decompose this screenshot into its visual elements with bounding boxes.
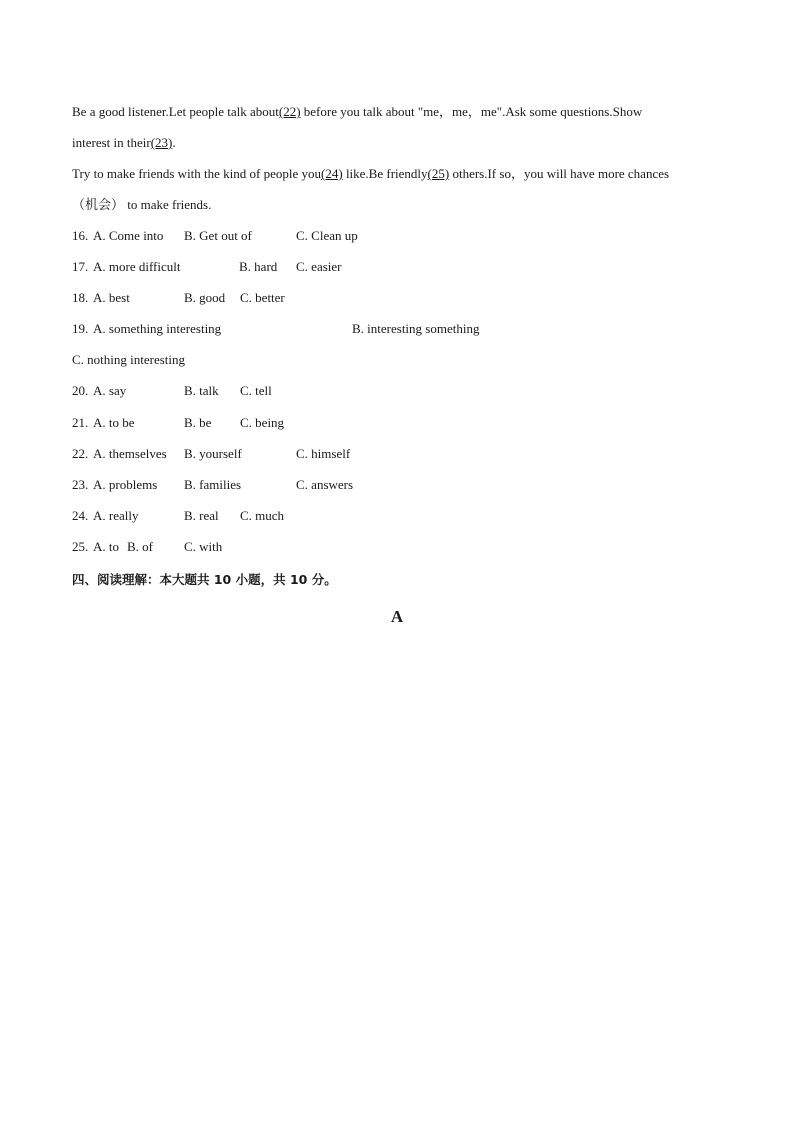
- passage-text: Be a good listener.Let people talk about: [72, 104, 279, 119]
- option-c: C. being: [240, 415, 285, 430]
- question-24: [72, 508, 732, 524]
- question-16: [72, 228, 732, 244]
- option-b: B. good: [184, 290, 226, 305]
- section-heading: 四、阅读理解：本大题共 10 小题，共 10 分。: [72, 572, 337, 587]
- blank-24: (24): [321, 166, 343, 181]
- question-19: [72, 321, 732, 337]
- option-a: A. something interesting: [93, 321, 222, 336]
- question-number: 25.: [72, 539, 89, 554]
- option-c: C. nothing interesting: [72, 352, 186, 367]
- option-a: A. Come into: [93, 228, 164, 243]
- option-a: A. say: [93, 383, 127, 398]
- option-b: B. real: [184, 508, 219, 523]
- question-17: [72, 259, 732, 275]
- question-21: [72, 415, 732, 431]
- question-25: [72, 539, 732, 555]
- passage-text: （机会） to make friends.: [72, 197, 212, 212]
- passage-line-4: [72, 197, 211, 213]
- question-number: 17.: [72, 259, 89, 274]
- option-b: B. of: [127, 539, 153, 554]
- question-number: 21.: [72, 415, 89, 430]
- blank-22: (22): [278, 104, 301, 119]
- option-a: A. to: [93, 539, 119, 554]
- option-a: A. problems: [93, 477, 158, 492]
- passage-text: others.If so，you will have more chances: [449, 166, 670, 181]
- passage-line-2: [72, 135, 176, 151]
- question-number: 18.: [72, 290, 89, 305]
- option-b: B. talk: [184, 383, 219, 398]
- option-c: C. answers: [296, 477, 354, 492]
- passage-line-1: [72, 104, 642, 120]
- passage-text: interest in their: [72, 135, 151, 150]
- option-a: A. more difficult: [93, 259, 181, 274]
- option-a: A. really: [93, 508, 139, 523]
- question-19-continued: [72, 352, 732, 368]
- passage-line-3: [72, 166, 669, 182]
- option-b: B. families: [184, 477, 242, 492]
- option-c: C. Clean up: [296, 228, 358, 243]
- option-c: C. easier: [296, 259, 342, 274]
- option-c: C. himself: [296, 446, 351, 461]
- option-c: C. tell: [240, 383, 272, 398]
- part-label: A: [390, 607, 404, 626]
- option-c: C. much: [240, 508, 285, 523]
- question-number: 23.: [72, 477, 89, 492]
- option-a: A. themselves: [93, 446, 167, 461]
- question-23: [72, 477, 732, 493]
- question-number: 20.: [72, 383, 89, 398]
- passage-text: Try to make friends with the kind of people you: [72, 166, 322, 181]
- passage-text: .: [172, 135, 176, 150]
- option-b: B. yourself: [184, 446, 242, 461]
- question-number: 16.: [72, 228, 89, 243]
- option-c: C. with: [184, 539, 223, 554]
- passage-text: like.Be friendly: [342, 166, 428, 181]
- question-18: [72, 290, 732, 306]
- option-a: A. to be: [93, 415, 135, 430]
- option-b: B. Get out of: [184, 228, 252, 243]
- question-20: [72, 383, 732, 399]
- option-a: A. best: [93, 290, 130, 305]
- blank-25: (25): [427, 166, 450, 181]
- question-number: 22.: [72, 446, 89, 461]
- question-number: 19.: [72, 321, 89, 336]
- option-b: B. interesting something: [352, 321, 480, 336]
- option-b: B. be: [184, 415, 212, 430]
- question-22: [72, 446, 732, 462]
- option-b: B. hard: [239, 259, 278, 274]
- option-c: C. better: [240, 290, 285, 305]
- blank-23: (23): [150, 135, 173, 150]
- question-number: 24.: [72, 508, 89, 523]
- passage-text: before you talk about "me，me，me".Ask some questions.Show: [300, 104, 643, 119]
